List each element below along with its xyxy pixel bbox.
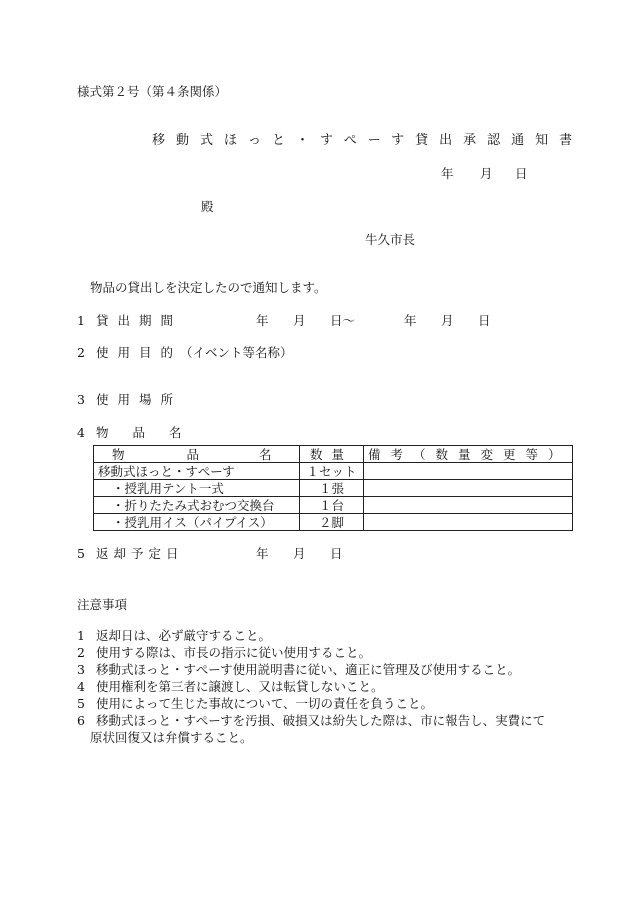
items-table: [93, 445, 573, 531]
table-row: [94, 514, 573, 531]
item-quantity: １台: [300, 497, 364, 514]
table-header-row: [94, 446, 573, 463]
date-month: 月: [480, 166, 493, 181]
section-number: 2: [77, 345, 85, 360]
table-row: [94, 497, 573, 514]
notes-list: [77, 627, 577, 746]
section-number: 1: [77, 313, 85, 328]
section-label: 貸出期間: [96, 313, 183, 328]
item-quantity: ２脚: [300, 514, 364, 531]
note-number: 4: [77, 679, 85, 694]
issuer: 牛久市長: [365, 232, 416, 247]
return-month: 月: [293, 546, 306, 561]
item-name: ・授乳用テント一式: [94, 480, 300, 497]
section-label: 使用場所: [96, 392, 183, 407]
note-number: 1: [77, 628, 85, 643]
header-name-mid: 品: [186, 446, 200, 462]
document-title: 移動式ほっと・すぺーす貸出承認通知書: [152, 133, 584, 148]
date-day: 日: [515, 166, 528, 181]
header-item-name: [94, 446, 300, 463]
header-remarks: 備考（数量変更等）: [364, 446, 573, 463]
item-remarks[interactable]: [364, 497, 573, 514]
item-quantity: １張: [300, 480, 364, 497]
section-label: 返却予定日: [96, 546, 184, 561]
return-year: 年: [256, 546, 269, 561]
item-remarks[interactable]: [364, 514, 573, 531]
date-year: 年: [441, 166, 454, 181]
header-name-right: 名: [259, 446, 272, 462]
note-text: 移動式ほっと・すぺーす使用説明書に従い、適正に管理及び使用すること。: [96, 662, 521, 677]
item-remarks[interactable]: [364, 480, 573, 497]
list-item: [77, 678, 577, 695]
list-item: [77, 695, 577, 712]
list-item: [77, 712, 577, 729]
note-text: 返却日は、必ず厳守すること。: [96, 628, 272, 643]
note-number: 5: [77, 696, 85, 711]
note-number: 2: [77, 645, 85, 660]
item-name: 移動式ほっと・すぺーす: [94, 463, 300, 480]
section-label: 物品名: [96, 425, 206, 440]
form-label: 様式第２号（第４条関係）: [77, 84, 228, 99]
item-name: ・授乳用イス（パイプイス）: [94, 514, 300, 531]
note-text: 使用する際は、市長の指示に従い使用すること。: [96, 645, 372, 660]
period-from-year: 年: [256, 313, 269, 328]
item-remarks[interactable]: [364, 463, 573, 480]
note-text: 使用によって生じた事故について、一切の責任を負うこと。: [96, 696, 434, 711]
notes-heading: 注意事項: [77, 597, 128, 612]
table-row: [94, 480, 573, 497]
period-to-month: 月: [441, 313, 454, 328]
addressee-suffix: 殿: [201, 199, 214, 214]
item-name: ・折りたたみ式おむつ交換台: [94, 497, 300, 514]
section-number: 5: [77, 546, 85, 561]
period-to-day: 日: [478, 313, 491, 328]
list-item: [77, 661, 577, 678]
note-number: 3: [77, 662, 85, 677]
return-day: 日: [330, 546, 343, 561]
list-item: [77, 627, 577, 644]
note-text: 使用権利を第三者に譲渡し、又は転貸しないこと。: [96, 679, 384, 694]
period-from-day: 日～: [330, 313, 356, 328]
note-number: 6: [77, 713, 85, 728]
note-text: 移動式ほっと・すぺーすを汚損、破損又は紛失した際は、市に報告し、実費にて: [96, 713, 546, 728]
period-to-year: 年: [404, 313, 417, 328]
header-name-left: 物: [112, 446, 125, 462]
table-row: [94, 463, 573, 480]
purpose-note: （イベント等名称）: [180, 345, 293, 360]
header-quantity: 数量: [300, 446, 364, 463]
period-from-month: 月: [293, 313, 306, 328]
section-label: 使用目的: [96, 345, 183, 360]
section-number: 3: [77, 392, 85, 407]
list-item: [77, 644, 577, 661]
note-continuation: 原状回復又は弁償すること。: [90, 730, 253, 745]
item-quantity: １セット: [300, 463, 364, 480]
intro-text: 物品の貸出しを決定したので通知します。: [90, 280, 327, 295]
section-number: 4: [77, 425, 85, 440]
